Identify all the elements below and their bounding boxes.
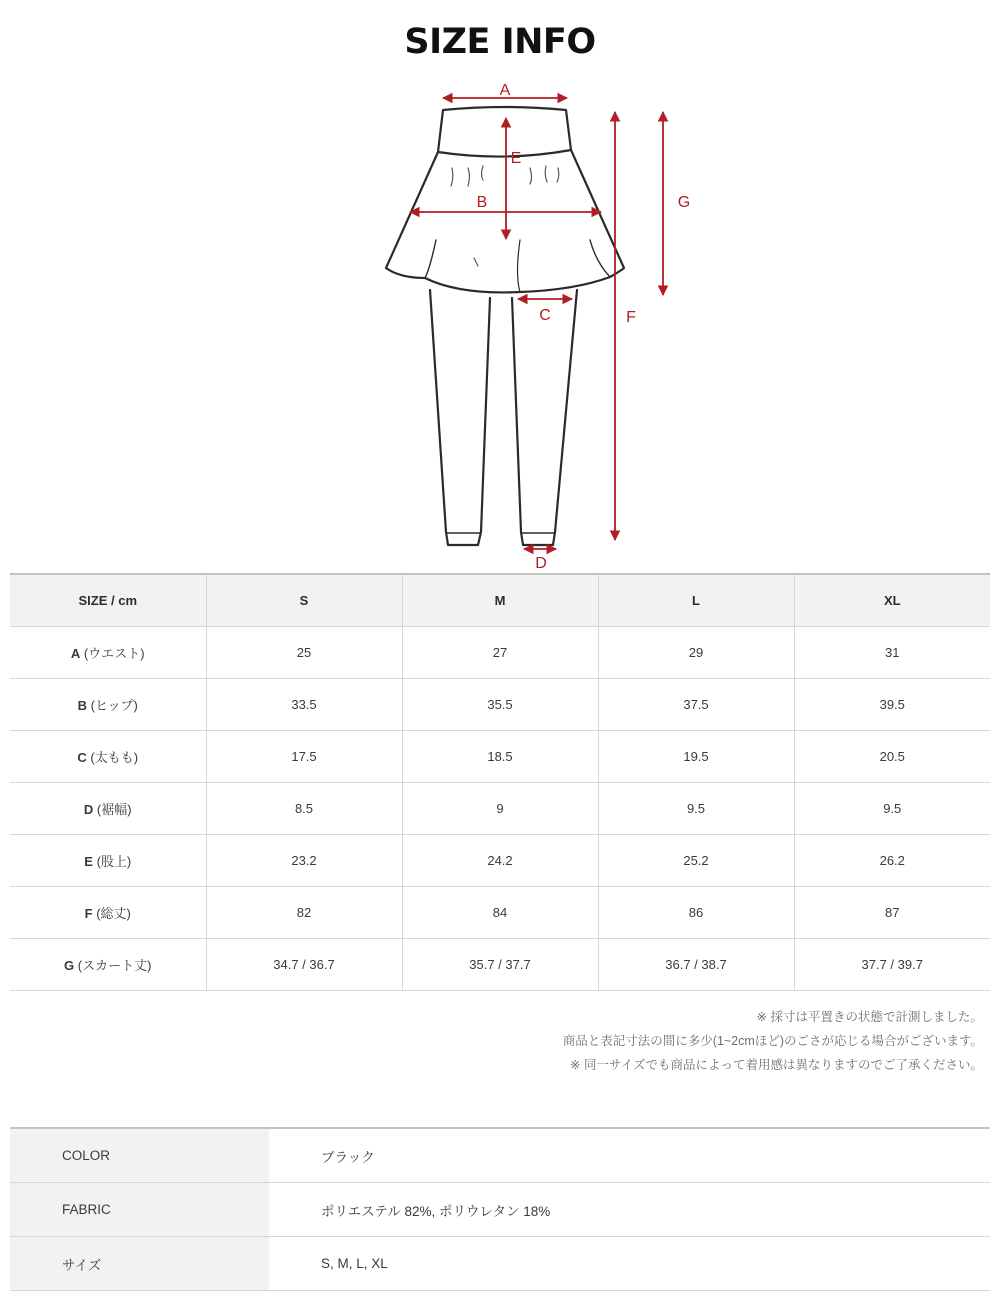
header-size-l: L xyxy=(598,574,794,627)
label-d: D xyxy=(535,555,547,572)
size-table-header-row xyxy=(10,574,990,627)
table-cell: 18.5 xyxy=(402,731,598,783)
table-cell: 20.5 xyxy=(794,731,990,783)
left-leg-outline xyxy=(430,290,490,545)
label-e: E xyxy=(510,150,522,167)
info-value: ブラック xyxy=(269,1128,990,1183)
table-row xyxy=(10,731,990,783)
table-cell: 35.5 xyxy=(402,679,598,731)
table-cell: 9 xyxy=(402,783,598,835)
table-row xyxy=(10,679,990,731)
label-c: C xyxy=(539,307,551,324)
skirt-outline xyxy=(386,150,624,292)
header-size-s: S xyxy=(206,574,402,627)
header-size-unit: SIZE / cm xyxy=(10,574,206,627)
row-label-c: C (太もも) xyxy=(10,731,206,783)
skirt-leggings-diagram xyxy=(330,75,750,575)
table-cell: 33.5 xyxy=(206,679,402,731)
row-label-g: G (スカート丈) xyxy=(10,939,206,991)
row-label-e: E (股上) xyxy=(10,835,206,887)
label-a: A xyxy=(499,82,511,99)
table-cell: 31 xyxy=(794,627,990,679)
info-row-color xyxy=(10,1128,990,1183)
info-value: S, M, L, XL xyxy=(269,1237,990,1291)
table-row xyxy=(10,835,990,887)
table-row xyxy=(10,783,990,835)
label-b: B xyxy=(476,194,488,211)
table-cell: 9.5 xyxy=(794,783,990,835)
header-size-xl: XL xyxy=(794,574,990,627)
table-cell: 34.7 / 36.7 xyxy=(206,939,402,991)
page-title: SIZE INFO xyxy=(404,22,596,62)
info-row-size xyxy=(10,1237,990,1291)
table-cell: 35.7 / 37.7 xyxy=(402,939,598,991)
table-cell: 17.5 xyxy=(206,731,402,783)
table-cell: 27 xyxy=(402,627,598,679)
table-cell: 84 xyxy=(402,887,598,939)
table-cell: 82 xyxy=(206,887,402,939)
table-cell: 25.2 xyxy=(598,835,794,887)
product-info-table xyxy=(10,1127,990,1291)
info-label: FABRIC xyxy=(10,1183,269,1237)
info-label: COLOR xyxy=(10,1128,269,1183)
row-label-a: A (ウエスト) xyxy=(10,627,206,679)
table-row xyxy=(10,939,990,991)
info-label: サイズ xyxy=(10,1237,269,1291)
note-line: ※ 同一サイズでも商品によって着用感は異なりますのでご了承ください。 xyxy=(570,1058,983,1072)
row-label-b: B (ヒップ) xyxy=(10,679,206,731)
table-row xyxy=(10,887,990,939)
label-g: G xyxy=(677,194,691,211)
note-line: 商品と表記寸法の間に多少(1~2cmほど)のごさが応じる場合がございます。 xyxy=(562,1034,983,1048)
table-cell: 23.2 xyxy=(206,835,402,887)
table-cell: 25 xyxy=(206,627,402,679)
row-label-f: F (総丈) xyxy=(10,887,206,939)
table-cell: 26.2 xyxy=(794,835,990,887)
waistband-outline xyxy=(438,107,571,157)
table-cell: 39.5 xyxy=(794,679,990,731)
table-cell: 29 xyxy=(598,627,794,679)
table-cell: 8.5 xyxy=(206,783,402,835)
table-cell: 37.7 / 39.7 xyxy=(794,939,990,991)
table-row xyxy=(10,627,990,679)
table-cell: 36.7 / 38.7 xyxy=(598,939,794,991)
measurement-notes xyxy=(563,1005,983,1077)
table-cell: 87 xyxy=(794,887,990,939)
table-cell: 86 xyxy=(598,887,794,939)
info-row-fabric xyxy=(10,1183,990,1237)
right-leg-outline xyxy=(512,290,577,545)
header-size-m: M xyxy=(402,574,598,627)
table-cell: 9.5 xyxy=(598,783,794,835)
note-line: ※ 採寸は平置きの状態で計測しました。 xyxy=(756,1010,983,1024)
table-cell: 19.5 xyxy=(598,731,794,783)
size-table xyxy=(10,573,990,991)
table-cell: 37.5 xyxy=(598,679,794,731)
label-f: F xyxy=(626,309,636,326)
info-value: ポリエステル 82%, ポリウレタン 18% xyxy=(269,1183,990,1237)
table-cell: 24.2 xyxy=(402,835,598,887)
row-label-d: D (裾幅) xyxy=(10,783,206,835)
